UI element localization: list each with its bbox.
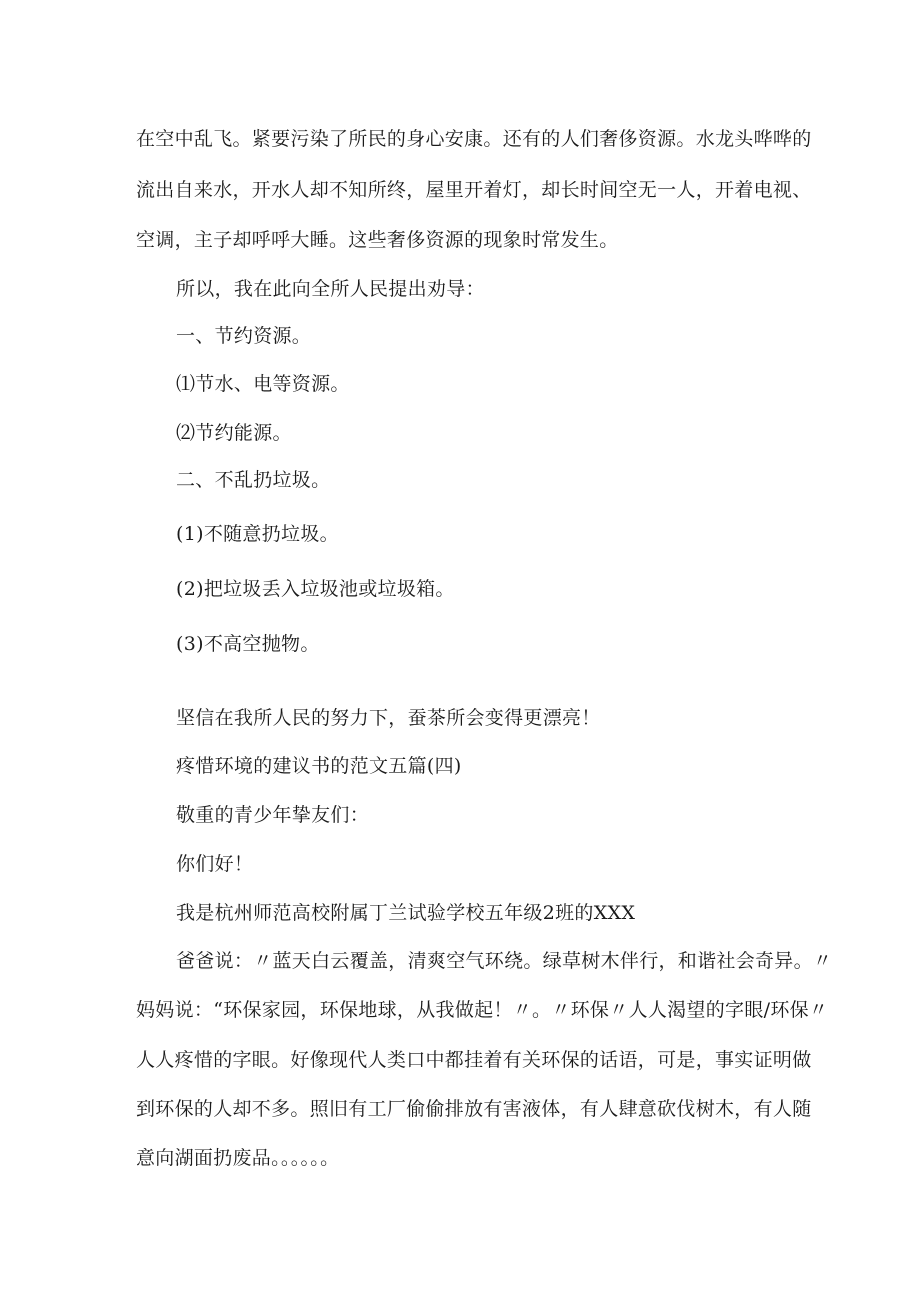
paragraph-1-line-2: 流出自来水，开水人却不知所终，屋里开着灯，却长时间空无一人，开着电视、 xyxy=(136,179,812,201)
section-2-heading: 二、不乱扔垃圾。 xyxy=(176,469,331,491)
body-line-2: 妈妈说：“环保家园，环保地球，从我做起！〃。〃环保〃人人渴望的字眼/环保〃 xyxy=(136,999,829,1021)
paragraph-1-line-1: 在空中乱飞。紧要污染了所民的身心安康。还有的人们奢侈资源。水龙头哗哗的 xyxy=(136,128,812,150)
section-1-heading: 一、节约资源。 xyxy=(176,325,312,347)
section-1-item-1: ⑴节水、电等资源。 xyxy=(176,373,350,395)
advice-intro: 所以，我在此向全所人民提出劝导： xyxy=(176,278,485,300)
body-line-3: 人人疼惜的字眼。好像现代人类口中都挂着有关环保的话语，可是，事实证明做 xyxy=(136,1049,812,1071)
article-4-title: 疼惜环境的建议书的范文五篇(四) xyxy=(176,755,462,777)
paragraph-1-line-3: 空调，主子却呼呼大睡。这些奢侈资源的现象时常发生。 xyxy=(136,229,619,251)
greeting: 你们好！ xyxy=(176,853,254,875)
body-line-5: 意向湖面扔废品。。。。。。 xyxy=(136,1147,340,1169)
section-2-item-3: (3)不高空抛物。 xyxy=(176,633,320,655)
section-2-item-2: (2)把垃圾丢入垃圾池或垃圾箱。 xyxy=(176,578,455,600)
body-line-1: 爸爸说：〃蓝天白云覆盖，清爽空气环绕。绿草树木伴行，和谐社会奇异。〃 xyxy=(176,950,833,972)
self-introduction: 我是杭州师范高校附属丁兰试验学校五年级2班的XXX xyxy=(176,902,636,924)
closing-line: 坚信在我所人民的努力下，蚕茶所会变得更漂亮！ xyxy=(176,707,601,729)
salutation: 敬重的青少年挚友们： xyxy=(176,804,370,826)
section-1-item-2: ⑵节约能源。 xyxy=(176,422,292,444)
body-line-4: 到环保的人却不多。照旧有工厂偷偷排放有害液体，有人肆意砍伐树木，有人随 xyxy=(136,1098,812,1120)
section-2-item-1: (1)不随意扔垃圾。 xyxy=(176,523,339,545)
